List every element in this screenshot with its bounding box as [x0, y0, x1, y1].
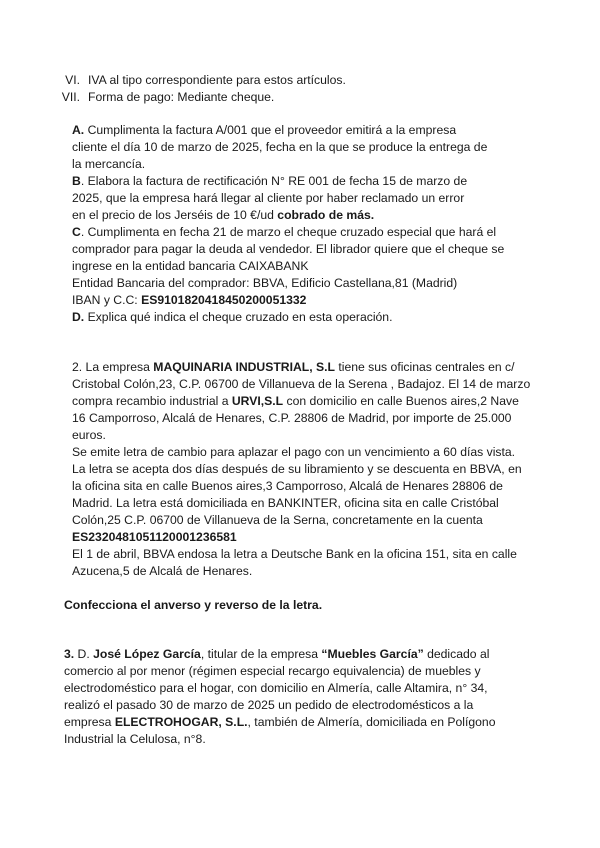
exercise-2-line — [72, 427, 542, 444]
exercise-2 — [72, 359, 542, 580]
exercise-3-line — [64, 697, 542, 714]
task-d-line — [72, 309, 532, 326]
text: realizó el pasado 30 de marzo de 2025 un pedido de electrodomésticos a la — [64, 698, 474, 712]
exercise-3-line — [64, 714, 542, 731]
exercise-2-line — [72, 444, 542, 461]
task-c-line — [72, 241, 532, 258]
exercise-2-line — [72, 359, 542, 376]
task-c-line — [72, 275, 532, 292]
task-d-text: Explica qué indica el cheque cruzado en esta operación. — [84, 310, 393, 324]
company-name: “Muebles García” — [321, 647, 424, 661]
task-a-line — [72, 139, 532, 156]
text: dedicado al — [423, 647, 490, 661]
text: , también de Almería, domiciliada en Polígono — [247, 715, 496, 729]
task-c-text: comprador para pagar la deuda al vendedor. El librador quiere que el cheque se — [72, 242, 505, 256]
task-c-line — [72, 258, 532, 275]
exercise-1-tasks — [72, 122, 532, 326]
text: Colón,25 C.P. 06700 de Villanueva de la Serna, concretamente en la cuenta — [72, 513, 483, 527]
exercise-3-line — [64, 646, 542, 663]
task-c-text: . Cumplimenta en fecha 21 de marzo el cheque cruzado especial que hará el — [80, 225, 497, 239]
task-c-text: ingrese en la entidad bancaria CAIXABANK — [72, 259, 309, 273]
company-name: MAQUINARIA INDUSTRIAL, S.L — [153, 360, 335, 374]
task-d-label: D. — [72, 310, 85, 324]
task-a-line — [72, 156, 532, 173]
task-a-label: A. — [72, 123, 85, 137]
task-c-text: Entidad Bancaria del comprador: BBVA, Edificio Castellana,81 (Madrid) — [72, 276, 458, 290]
text: Cristobal Colón,23, C.P. 06700 de Villanueva de la Serena , Badajoz. El 14 de marzo — [72, 377, 531, 391]
exercise-2-line — [72, 478, 542, 495]
iban-value: ES9101820418450200051332 — [141, 293, 307, 307]
text: comercio al por menor (régimen especial recargo equivalencia) de muebles y — [64, 664, 481, 678]
text: 16 Camporroso, Alcalá de Henares, C.P. 28806 de Madrid, por importe de 25.000 — [72, 411, 512, 425]
exercise-3-line — [64, 731, 542, 748]
task-b-emphasis: cobrado de más. — [277, 208, 375, 222]
account-number: ES2320481051120001236581 — [72, 530, 237, 544]
task-b-line — [72, 207, 532, 224]
exercise-2-line — [72, 410, 542, 427]
list-text: Forma de pago: Mediante cheque. — [88, 90, 275, 104]
list-item — [50, 89, 346, 106]
exercise-2-line — [72, 546, 542, 563]
task-c-text: IBAN y C.C: — [72, 293, 142, 307]
instruction-text: Confecciona el anverso y reverso de la letra. — [64, 598, 323, 612]
text: 2. La empresa — [72, 360, 154, 374]
company-name: URVI,S.L — [231, 394, 284, 408]
text: empresa — [64, 715, 115, 729]
task-c-label: C — [72, 225, 81, 239]
text: euros. — [72, 428, 106, 442]
task-a-text: la mercancía. — [72, 157, 146, 171]
list-text: IVA al tipo correspondiente para estos artículos. — [88, 73, 346, 87]
exercise-3 — [64, 646, 542, 748]
task-b-label: B — [72, 174, 81, 188]
text: El 1 de abril, BBVA endosa la letra a Deutsche Bank en la oficina 151, sita en calle — [72, 547, 517, 561]
task-a-text: cliente el día 10 de marzo de 2025, fecha en la que se produce la entrega de — [72, 140, 488, 154]
exercise-number: 3. — [64, 647, 75, 661]
exercise-2-instruction — [64, 597, 322, 614]
task-a-line — [72, 122, 532, 139]
text: Madrid. La letra está domiciliada en BANKINTER, oficina sita en calle Cristóbal — [72, 496, 499, 510]
text: D. — [74, 647, 94, 661]
text: Industrial la Celulosa, n°8. — [64, 732, 206, 746]
list-item — [50, 72, 346, 89]
text: con domicilio en calle Buenos aires,2 Nave — [283, 394, 519, 408]
exercise-2-line — [72, 376, 542, 393]
text: compra recambio industrial a — [72, 394, 232, 408]
exercise-3-line — [64, 663, 542, 680]
task-b-line — [72, 190, 532, 207]
task-b-text: . Elabora la factura de rectificación N° RE 001 de fecha 15 de marzo de — [80, 174, 468, 188]
text: , titular de la empresa — [200, 647, 322, 661]
list-number: VI. — [65, 73, 80, 87]
task-c-line — [72, 292, 532, 309]
text: Azucena,5 de Alcalá de Henares. — [72, 564, 253, 578]
person-name: José López García — [93, 647, 201, 661]
list-number: VII. — [61, 90, 80, 104]
text: Se emite letra de cambio para aplazar el pago con un vencimiento a 60 días vista. — [72, 445, 516, 459]
task-b-text: en el precio de los Jerséis de 10 €/ud — [72, 208, 278, 222]
task-b-text: 2025, que la empresa hará llegar al cliente por haber reclamado un error — [72, 191, 465, 205]
exercise-2-line — [72, 563, 542, 580]
exercise-2-line — [72, 461, 542, 478]
task-a-text: Cumplimenta la factura A/001 que el proveedor emitirá a la empresa — [84, 123, 457, 137]
text: electrodoméstico para el hogar, con domicilio en Almería, calle Altamira, n° 34, — [64, 681, 488, 695]
task-b-line — [72, 173, 532, 190]
text: la oficina sita en calle Buenos aires,3 Camporroso, Alcalá de Henares 28806 de — [72, 479, 503, 493]
task-c-line — [72, 224, 532, 241]
exercise-2-line — [72, 393, 542, 410]
text: La letra se acepta dos días después de su libramiento y se descuenta en BBVA, en — [72, 462, 522, 476]
exercise-2-line — [72, 529, 542, 546]
company-name: ELECTROHOGAR, S.L. — [114, 715, 248, 729]
text: tiene sus oficinas centrales en c/ — [334, 360, 515, 374]
exercise-2-line — [72, 512, 542, 529]
exercise-2-line — [72, 495, 542, 512]
exercise-3-line — [64, 680, 542, 697]
payment-terms-list — [50, 72, 346, 106]
